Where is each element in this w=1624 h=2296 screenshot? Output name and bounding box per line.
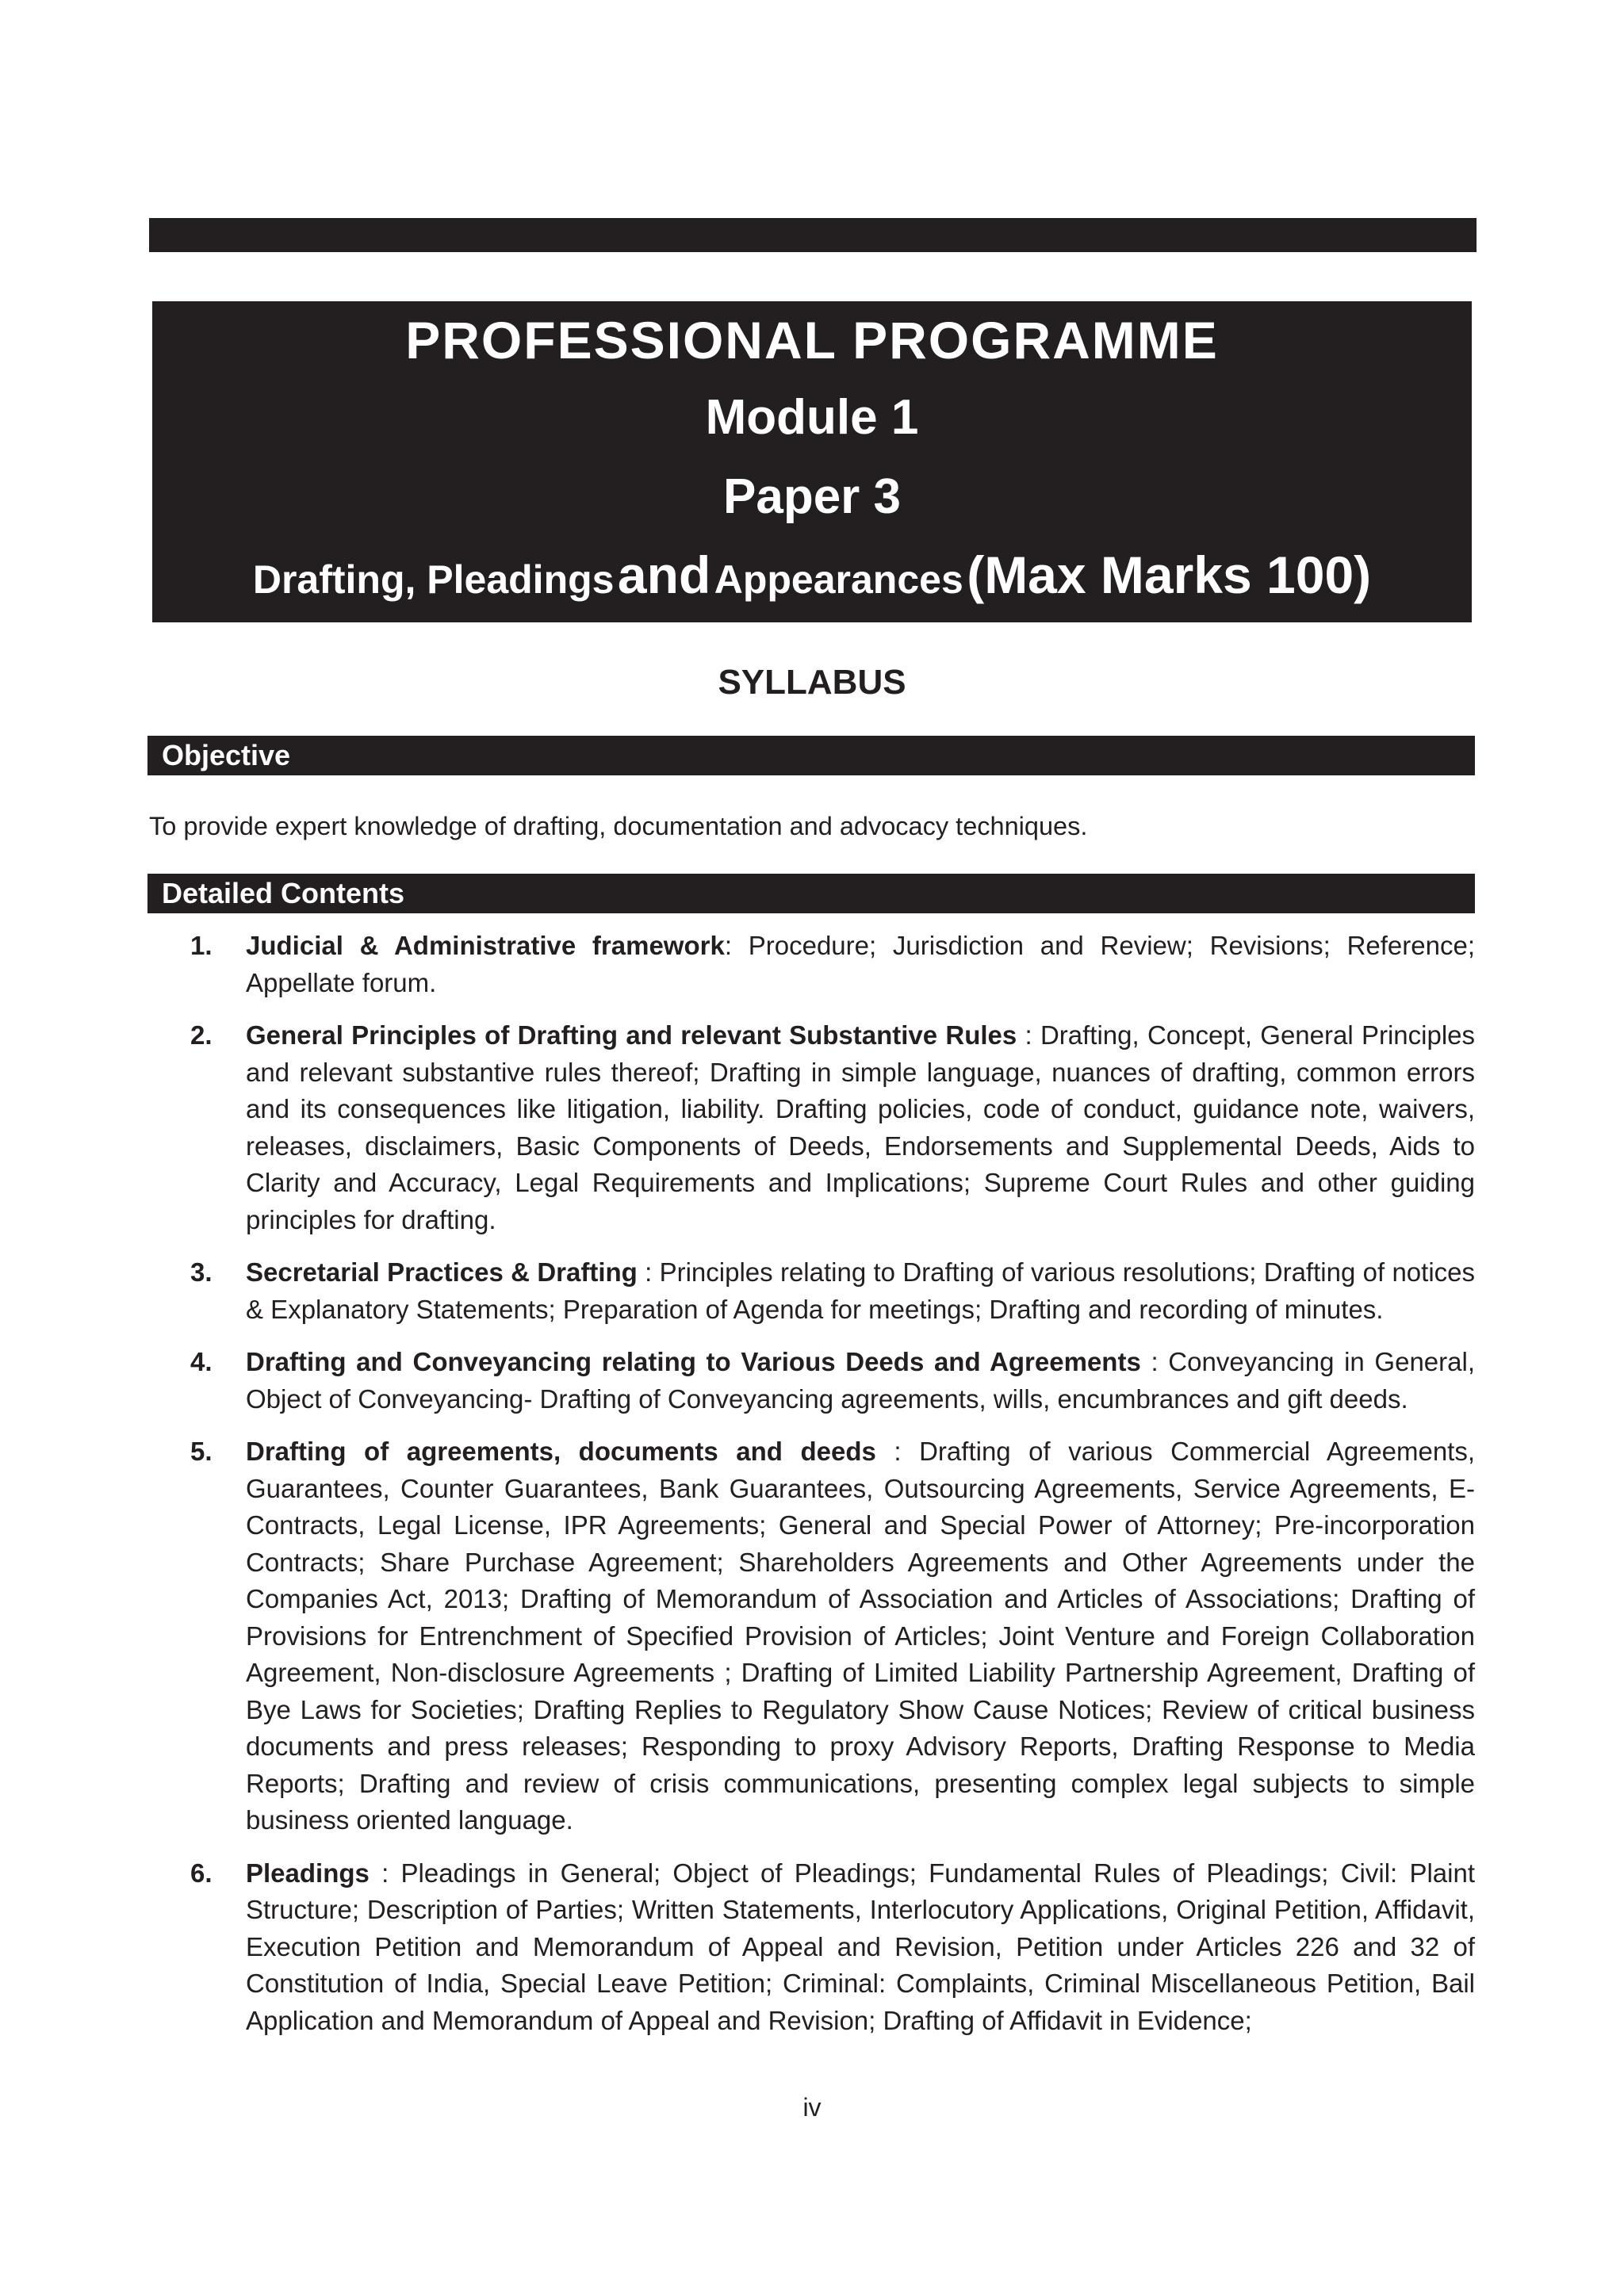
item-text: : Procedure; Jurisdiction and Review; Revisions; Reference; Appellate forum. [246,931,1476,997]
page-number: iv [802,2093,822,2122]
list-item [149,1254,1475,1328]
max-marks: (Max Marks 100) [967,545,1372,604]
item-text: : Drafting, Concept, General Principles and relevant substantive rules thereof; Drafting in simple language, nuances of drafting, common errors and its consequences like litigation, liability. Drafting policies, code of conduct, guidance note, waivers, releases, disclaimers, Basic Components of Deeds, Endorsements and Supplemental Deeds, Aids to Clarity and Accuracy, Legal Requirements and Implications; Supreme Court Rules and other guiding principles for drafting. [246,1020,1476,1234]
list-item [149,1433,1475,1839]
item-number: 3. [190,1257,213,1287]
item-body [246,1433,1475,1839]
programme-title: PROFESSIONAL PROGRAMME [405,311,1219,369]
item-number: 1. [190,931,213,960]
module-title: Module 1 [705,390,919,445]
item-text: : Pleadings in General; Object of Pleadings; Fundamental Rules of Pleadings; Civil: Plaint Structure; Description of Parties; Written Statements, Interlocutory Applications, Original Petition, Affidavit, Execution Petition and Memorandum of Appeal and Revision, Petition under Articles 226 and 32 of Constitution of India, Special Leave Petition; Criminal: Complaints, Criminal Miscellaneous Petition, Bail Application and Memorandum of Appeal and Revision; Drafting of Affidavit in Evidence; [246,1858,1475,2035]
detailed-contents-heading: Detailed Contents [147,874,1475,913]
item-body [246,1017,1475,1238]
objective-heading: Objective [147,736,1475,775]
subject-line [152,545,1472,604]
item-text: : Drafting of various Commercial Agreements, Guarantees, Counter Guarantees, Bank Guarantees, Outsourcing Agreements, Service Agreements, E-Contracts, Legal License, IPR Agreements; General and Special Power of Attorney; Pre-incorporation Contracts; Share Purchase Agreement; Shareholders Agreements and Other Agreements under the Companies Act, 2013; Drafting of Memorandum of Association and Articles of Associations; Drafting of Provisions for Entrenchment of Specified Provision of Articles; Joint Venture and Foreign Collaboration Agreement, Non-disclosure Agreements ; Drafting of Limited Liability Partnership Agreement, Drafting of Bye Laws for Societies; Drafting Replies to Regulatory Show Cause Notices; Review of critical business documents and press releases; Responding to proxy Advisory Reports, Drafting Response to Media Reports; Drafting and review of crisis communications, presenting complex legal subjects to simple business oriented language. [246,1437,1476,1835]
list-item [149,1344,1475,1418]
paper-title: Paper 3 [722,469,902,524]
item-title: Drafting of agreements, documents and deeds [246,1437,876,1466]
item-text: : Conveyancing in General, Object of Conveyancing- Drafting of Conveyancing agreements, wills, encumbrances and gift deeds. [246,1347,1476,1414]
item-number: 4. [190,1347,213,1376]
subject-and: and [617,545,711,604]
item-body [246,1344,1475,1418]
list-item [149,1017,1475,1238]
item-title: Pleadings [246,1858,370,1888]
subject-part2: Appearances [714,557,963,602]
objective-text: To provide expert knowledge of drafting, documentation and advocacy techniques. [149,812,1088,840]
list-item [149,1855,1475,2040]
item-number: 5. [190,1437,213,1466]
item-title: Judicial & Administrative framework [246,931,725,960]
item-body [246,1855,1475,2040]
top-rule [149,218,1477,252]
item-number: 6. [190,1858,213,1888]
syllabus-heading: SYLLABUS [718,663,906,702]
item-body [246,928,1475,1001]
contents-list [149,928,1475,2055]
item-title: Secretarial Practices & Drafting [246,1257,638,1287]
item-title: Drafting and Conveyancing relating to Various Deeds and Agreements [246,1347,1141,1376]
list-item [149,928,1475,1001]
item-title: General Principles of Drafting and relevant Substantive Rules [246,1020,1017,1050]
title-block [152,301,1472,622]
subject-part1: Drafting, Pleadings [252,557,615,602]
item-number: 2. [190,1020,213,1050]
item-text: : Principles relating to Drafting of various resolutions; Drafting of notices & Explanatory Statements; Preparation of Agenda for meetings; Drafting and recording of minutes. [246,1257,1475,1324]
item-body [246,1254,1475,1328]
